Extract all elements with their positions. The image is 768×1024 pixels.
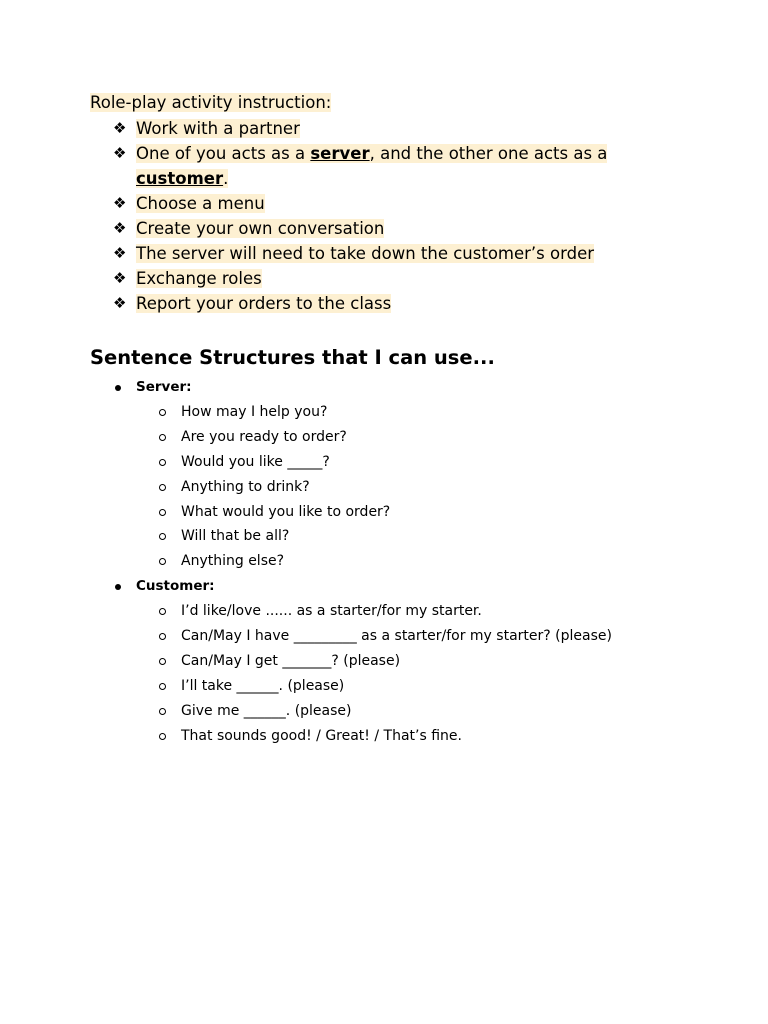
server-phrase-list: [113, 400, 612, 574]
list-item: Will that be all?: [113, 524, 612, 549]
role-label: Server:: [113, 375, 612, 400]
list-item: Can/May I get _______? (please): [113, 649, 612, 674]
diamond-bullet-icon: ❖: [113, 144, 127, 162]
list-item: That sounds good! / Great! / That’s fine.: [113, 724, 612, 749]
instruction-item: ❖ Report your orders to the class: [113, 291, 653, 316]
circle-bullet-icon: [159, 459, 166, 466]
circle-bullet-icon: [159, 733, 166, 740]
diamond-bullet-icon: ❖: [113, 194, 127, 212]
list-item: Anything to drink?: [113, 475, 612, 500]
role-customer-emphasis: customer: [136, 169, 224, 188]
diamond-bullet-icon: ❖: [113, 244, 127, 262]
list-item: How may I help you?: [113, 400, 612, 425]
list-item: Would you like _____?: [113, 450, 612, 475]
instruction-item: ❖ Exchange roles: [113, 266, 653, 291]
circle-bullet-icon: [159, 558, 166, 565]
role-list: [113, 375, 612, 749]
role-customer: [113, 574, 612, 748]
diamond-bullet-icon: ❖: [113, 219, 127, 237]
role-label: Customer:: [113, 574, 612, 599]
instruction-item: ❖ Create your own conversation: [113, 216, 653, 241]
list-item: I’d like/love ...... as a starter/for my starter.: [113, 599, 612, 624]
list-item: Can/May I have _________ as a starter/for my starter? (please): [113, 624, 612, 649]
circle-bullet-icon: [159, 658, 166, 665]
circle-bullet-icon: [159, 533, 166, 540]
role-server: [113, 375, 612, 574]
list-item: Are you ready to order?: [113, 425, 612, 450]
circle-bullet-icon: [159, 409, 166, 416]
list-item: Anything else?: [113, 549, 612, 574]
circle-bullet-icon: [159, 434, 166, 441]
list-item: What would you like to order?: [113, 500, 612, 525]
disc-bullet-icon: [115, 385, 121, 391]
circle-bullet-icon: [159, 633, 166, 640]
instruction-item: ❖ The server will need to take down the customer’s order: [113, 241, 653, 266]
instruction-item: ❖ Choose a menu: [113, 191, 653, 216]
instructions-list: [113, 116, 653, 316]
diamond-bullet-icon: ❖: [113, 269, 127, 287]
circle-bullet-icon: [159, 708, 166, 715]
role-server-emphasis: server: [310, 144, 370, 163]
customer-phrase-list: [113, 599, 612, 748]
instruction-item: ❖ Work with a partner: [113, 116, 653, 141]
circle-bullet-icon: [159, 509, 166, 516]
list-item: I’ll take ______. (please): [113, 674, 612, 699]
circle-bullet-icon: [159, 484, 166, 491]
list-item: Give me ______. (please): [113, 699, 612, 724]
disc-bullet-icon: [115, 584, 121, 590]
circle-bullet-icon: [159, 683, 166, 690]
circle-bullet-icon: [159, 608, 166, 615]
instruction-item: ❖ One of you acts as a server, and the other one acts as a customer.: [113, 141, 653, 191]
section-heading: Sentence Structures that I can use...: [90, 346, 495, 369]
instructions-title: Role-play activity instruction:: [90, 93, 332, 112]
diamond-bullet-icon: ❖: [113, 294, 127, 312]
diamond-bullet-icon: ❖: [113, 119, 127, 137]
